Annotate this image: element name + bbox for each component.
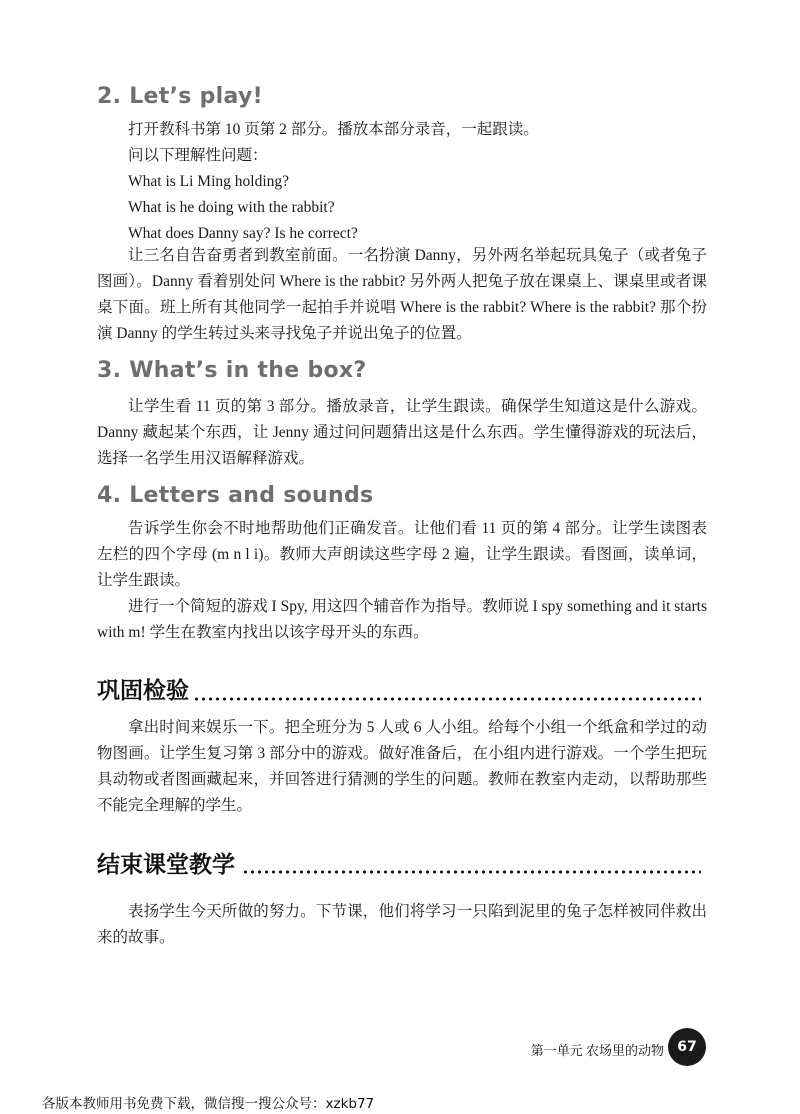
question-item: What is he doing with the rabbit? xyxy=(128,199,335,216)
question-item: What is Li Ming holding? xyxy=(128,173,290,190)
footer-unit-title: 第一单元 农场里的动物 xyxy=(530,1043,664,1058)
heading-dotted-rule xyxy=(193,697,701,701)
lets-play-intro: 打开教科书第 10 页第 2 部分。播放本部分录音，一起跟读。 xyxy=(128,121,539,138)
watermark-text: 各版本教师用书免费下载，微信搜一搜公众号：xzkb77 xyxy=(42,1096,375,1112)
section-heading-whats-in-box: 3. What’s in the box? xyxy=(97,358,367,383)
consolidation-body: 拿出时间来娱乐一下。把全班分为 5 人或 6 人小组。给每个小组一个纸盒和学过的动物图画。让学生复习第 3 部分中的游戏。做好准备后，在小组内进行游戏。一个学生把玩具动物或者图画藏起来，并回答进行猜测的学生的问题。教师在教室内走动，以帮助那些不能完全理解的学生。 xyxy=(97,719,707,814)
section-heading-letters-sounds: 4. Letters and sounds xyxy=(97,483,374,508)
closing-body: 表扬学生今天所做的努力。下节课，他们将学习一只陷到泥里的兔子怎样被同伴救出来的故事。 xyxy=(97,903,707,946)
section-heading-lets-play: 2. Let’s play! xyxy=(97,84,263,109)
letters-sounds-body-1: 告诉学生你会不时地帮助他们正确发音。让他们看 11 页的第 4 部分。让学生读图表左栏的四个字母 (m n l i)。教师大声朗读这些字母 2 遍，让学生跟读。看图画，读单词，让学生跟读。 xyxy=(97,520,707,589)
page-number-badge: 67 xyxy=(668,1028,706,1066)
question-item: What does Danny say? Is he correct? xyxy=(128,225,358,242)
whats-in-box-body: 让学生看 11 页的第 3 部分。播放录音，让学生跟读。确保学生知道这是什么游戏。Danny 藏起某个东西，让 Jenny 通过问问题猜出这是什么东西。学生懂得游戏的玩法后，选择一名学生用汉语解释游戏。 xyxy=(97,398,707,467)
consolidation-heading: 巩固检验 xyxy=(97,678,189,704)
heading-dotted-rule xyxy=(242,870,701,874)
lets-play-ask: 问以下理解性问题： xyxy=(128,147,268,164)
letters-sounds-body-2: 进行一个简短的游戏 I Spy, 用这四个辅音作为指导。教师说 I spy something and it starts with m! 学生在教室内找出以该字母开头的东西。 xyxy=(97,598,707,641)
lets-play-activity: 让三名自告奋勇者到教室前面。一名扮演 Danny，另外两名举起玩具兔子（或者兔子图画）。Danny 看着别处问 Where is the rabbit? 另外两人把兔子放在课桌上、课桌里或者课桌下面。班上所有其他同学一起拍手并说唱 Where is the rabbit? Where is the rabbit? 那个扮演 Danny 的学生转过头来寻找兔子并说出兔子的位置。 xyxy=(97,247,707,342)
closing-heading: 结束课堂教学 xyxy=(97,852,235,878)
